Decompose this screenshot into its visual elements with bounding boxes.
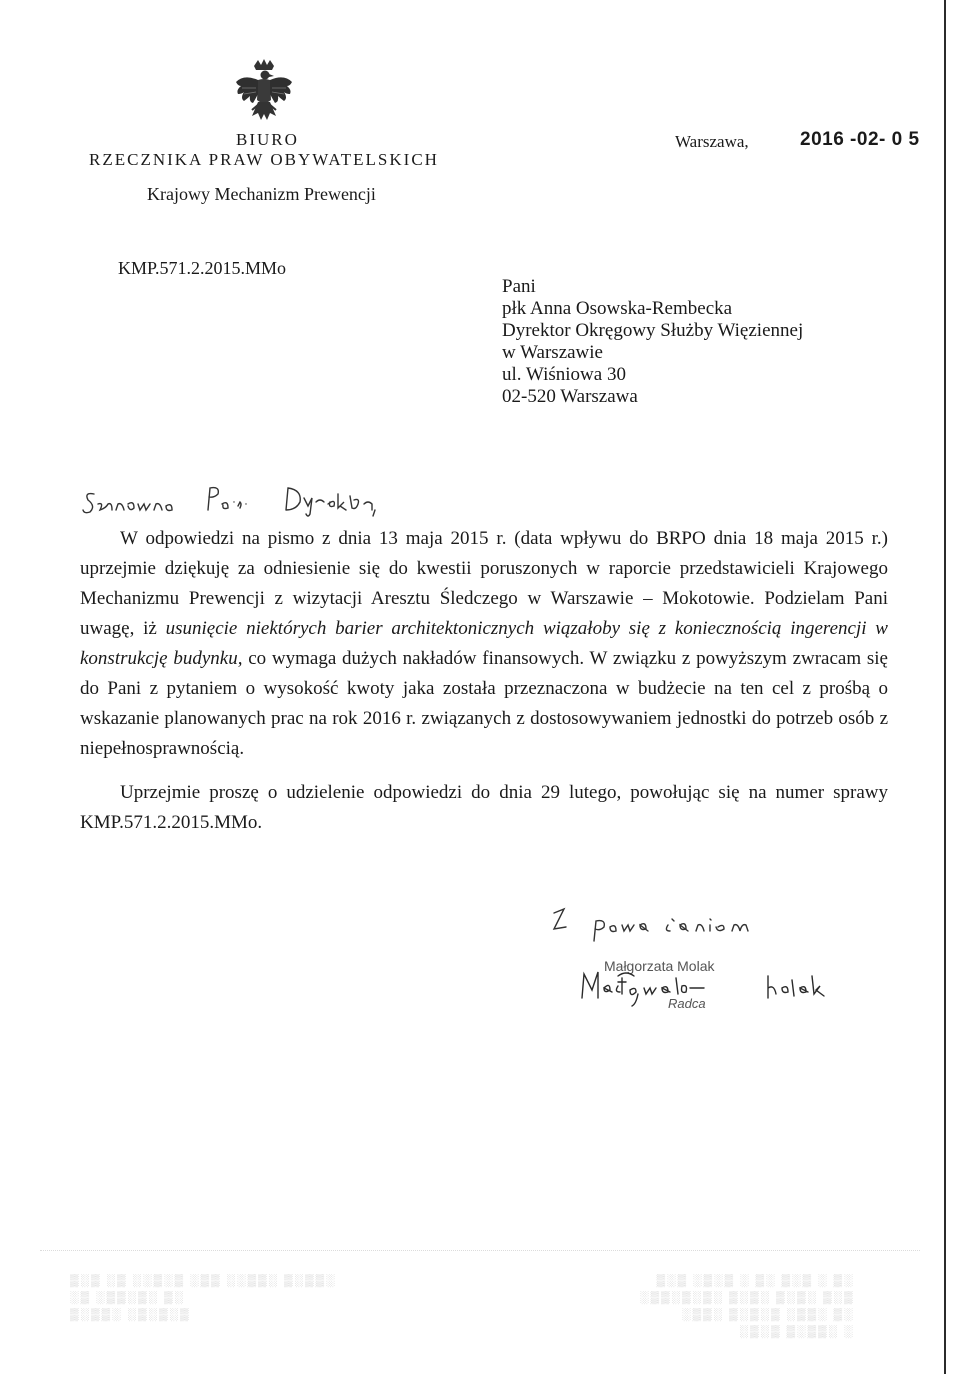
polish-eagle-emblem-icon bbox=[232, 58, 296, 130]
letter-place: Warszawa, bbox=[675, 132, 749, 151]
handwritten-signature bbox=[578, 964, 848, 1010]
office-department: Krajowy Mechanizm Prewencji bbox=[147, 184, 376, 204]
date-stamp: 2016 -02- 0 5 bbox=[800, 129, 920, 150]
footer-address-illegible: ▒░▒ ░▒ ░░▒░▒ ░▒▒ ░░▒▒░ ▒░▒▒░ ░▒ ░▒▒░▒░ ▒░ ▒░▒▒░ ░▒░▒░▒ bbox=[70, 1273, 337, 1321]
footer-contact-illegible: ▒░▒ ░▒░▒ ░ ▒░ ▒░▒ ░ ▒░ ░▒▒░▒░▒░ ▒░▒░ ▒░▒░ ▒░▒ ░▒▒░ ▒░▒░▒ ░▒▒░ ▒░ ░▒░▒ ▒░▒▒░ ░ bbox=[640, 1273, 855, 1338]
body-text-italic-quote: usunięcie niektórych barier architektonicznych wiązałoby się z koniecznością ingerencji w konstrukcję budynku, bbox=[80, 618, 888, 669]
body-paragraph-2: Uprzejmie proszę o udzielenie odpowiedzi do dnia 29 lutego, powołując się na numer sprawy KMP.571.2.2015.MMo. bbox=[80, 782, 888, 833]
recipient-line: Pani bbox=[502, 276, 536, 297]
recipient-line: płk Anna Osowska-Rembecka bbox=[502, 298, 733, 319]
handwritten-closing bbox=[550, 905, 830, 945]
recipient-line: ul. Wiśniowa 30 bbox=[502, 364, 626, 385]
office-name-line2: RZECZNIKA PRAW OBYWATELSKICH bbox=[89, 150, 439, 169]
handwritten-salutation bbox=[82, 480, 382, 520]
case-reference: KMP.571.2.2015.MMo bbox=[118, 258, 287, 278]
recipient-line: w Warszawie bbox=[502, 342, 603, 363]
body-paragraph-1 bbox=[80, 524, 888, 764]
office-name-line1: BIURO bbox=[236, 130, 299, 149]
letter-body bbox=[80, 524, 888, 838]
recipient-address bbox=[502, 276, 803, 408]
scan-edge bbox=[944, 0, 946, 1374]
body-text-segment: co wymaga dużych nakładów finansowych. W związku z powyższym zwracam się do Pani z pytaniem o wysokość kwoty jaka została przeznaczona w budżecie na ten cel z prośbą o wskazanie planowanych prac na rok 2016 r. związanych z dostosowywaniem jednostki do potrzeb osób z niepełnosprawnością. bbox=[80, 648, 888, 759]
body-text-segment: W odpowiedzi na pismo z dnia 13 maja 2015 r. (data wpływu do BRPO dnia 18 maja 2015 r.) uprzejmie dziękuję za odniesienie się do kwestii poruszonych w raporcie przedstawicieli Krajowego Mechanizmu Prewencji z wizytacji Aresztu Śledczego w Warszawie – Mokotowie. Podzielam Pani uwagę, iż bbox=[80, 528, 888, 639]
recipient-line: 02-520 Warszawa bbox=[502, 386, 638, 407]
recipient-line: Dyrektor Okręgowy Służby Więziennej bbox=[502, 320, 804, 341]
footer-rule bbox=[40, 1250, 920, 1251]
signature-stamp-title: Radca bbox=[668, 996, 706, 1011]
signature-stamp-name: Małgorzata Molak bbox=[604, 958, 715, 974]
